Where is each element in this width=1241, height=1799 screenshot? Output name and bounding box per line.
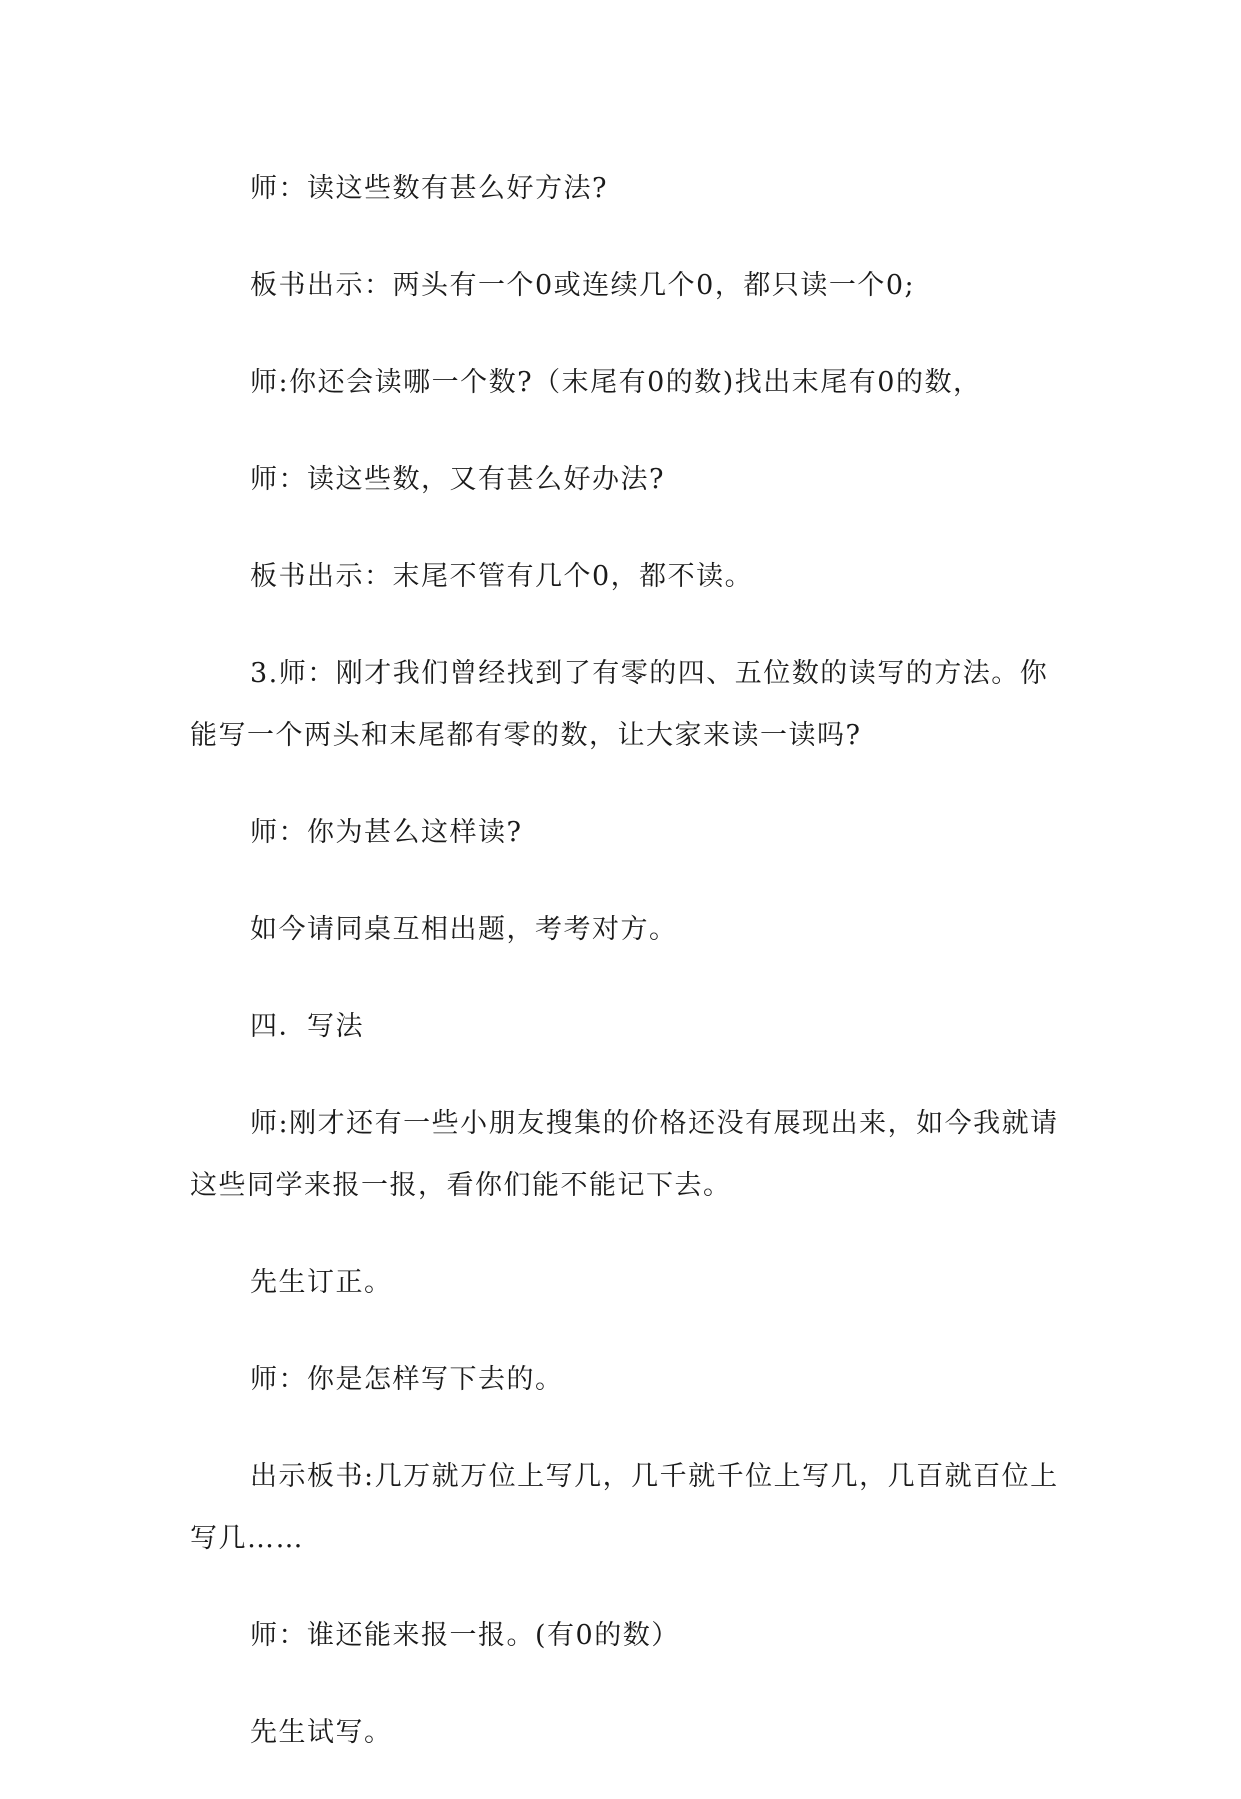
paragraph-4: 师：读这些数，又有甚么好办法?	[250, 464, 665, 495]
paragraph-14: 师：谁还能来报一报。(有0的数）	[250, 1620, 680, 1651]
paragraph-8: 如今请同桌互相出题，考考对方。	[250, 914, 678, 945]
paragraph-2: 板书出示：两头有一个0或连续几个0，都只读一个0;	[250, 270, 916, 301]
document-body	[190, 158, 1070, 1799]
paragraph-3: 师:你还会读哪一个数?（末尾有0的数)找出末尾有0的数，	[250, 367, 982, 398]
paragraph-15: 先生试写。	[250, 1717, 393, 1748]
paragraph-10: 师:刚才还有一些小朋友搜集的价格还没有展现出来，如今我就请这些同学来报一报，看你们能不能记下去。	[190, 1108, 1059, 1201]
paragraph-6: 3.师：刚才我们曾经找到了有零的四、五位数的读写的方法。你能写一个两头和末尾都有零的数，让大家来读一读吗?	[190, 658, 1049, 751]
paragraph-11: 先生订正。	[250, 1267, 393, 1298]
paragraph-5: 板书出示：末尾不管有几个0，都不读。	[250, 561, 754, 592]
paragraph-1: 师：读这些数有甚么好方法?	[250, 173, 608, 204]
paragraph-12: 师：你是怎样写下去的。	[250, 1364, 564, 1395]
section-heading: 四．写法	[250, 1011, 364, 1042]
paragraph-7: 师：你为甚么这样读?	[250, 817, 523, 848]
paragraph-13: 出示板书:几万就万位上写几，几千就千位上写几，几百就百位上写几……	[190, 1461, 1059, 1554]
